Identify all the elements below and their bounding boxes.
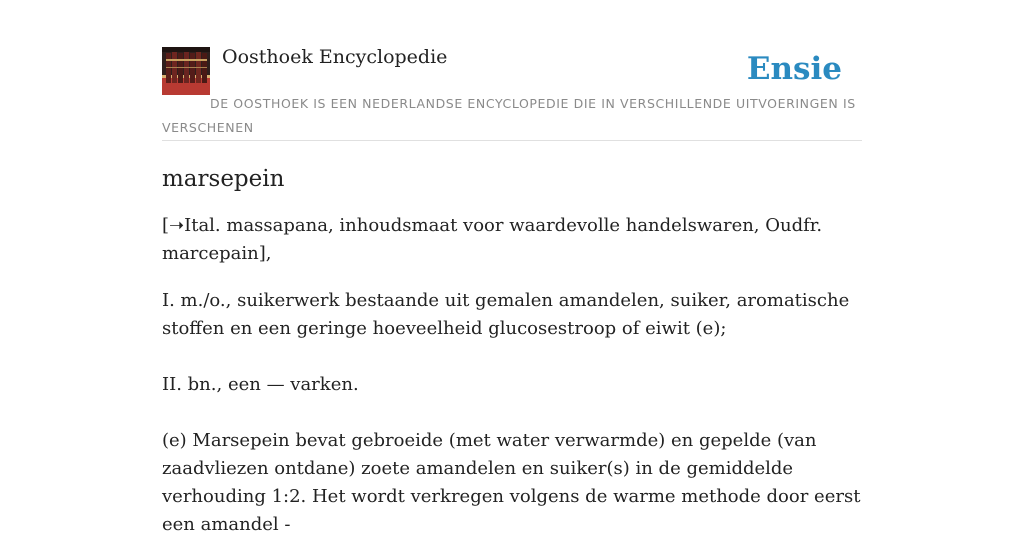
brand-logo[interactable]: Ensie: [746, 51, 842, 87]
encyclopedia-books-icon[interactable]: [162, 47, 210, 95]
entry-definition-1: I. m./o., suikerwerk bestaande uit gemalen amandelen, suiker, aromatische stoffen en een geringe hoeveelheid glucosestroop of eiwit (e);: [162, 290, 850, 339]
entry-definition-2: II. bn., een — varken.: [162, 374, 359, 395]
site-title[interactable]: Oosthoek Encyclopedie: [222, 46, 448, 68]
entry-etymology: [➝Ital. massapana, inhoudsmaat voor waardevolle handelswaren, Oudfr. marcepain],: [162, 215, 823, 264]
site-tagline: DE OOSTHOEK IS EEN NEDERLANDSE ENCYCLOPEDIE DIE IN VERSCHILLENDE UITVOERINGEN IS VERSCHENEN: [162, 96, 856, 135]
entry-note: (e) Marsepein bevat gebroeide (met water verwarmde) en gepelde (van zaadvliezen ontdane) zoete amandelen en suiker(s) in de gemiddelde verhouding 1:2. Het wordt verkregen volgens de warme methode door eerst een amandel -: [162, 430, 861, 535]
entry-content: [162, 160, 867, 539]
entry-title: marsepein: [162, 166, 285, 192]
site-header: [162, 44, 862, 141]
encyclopedia-books-image: [162, 47, 210, 95]
